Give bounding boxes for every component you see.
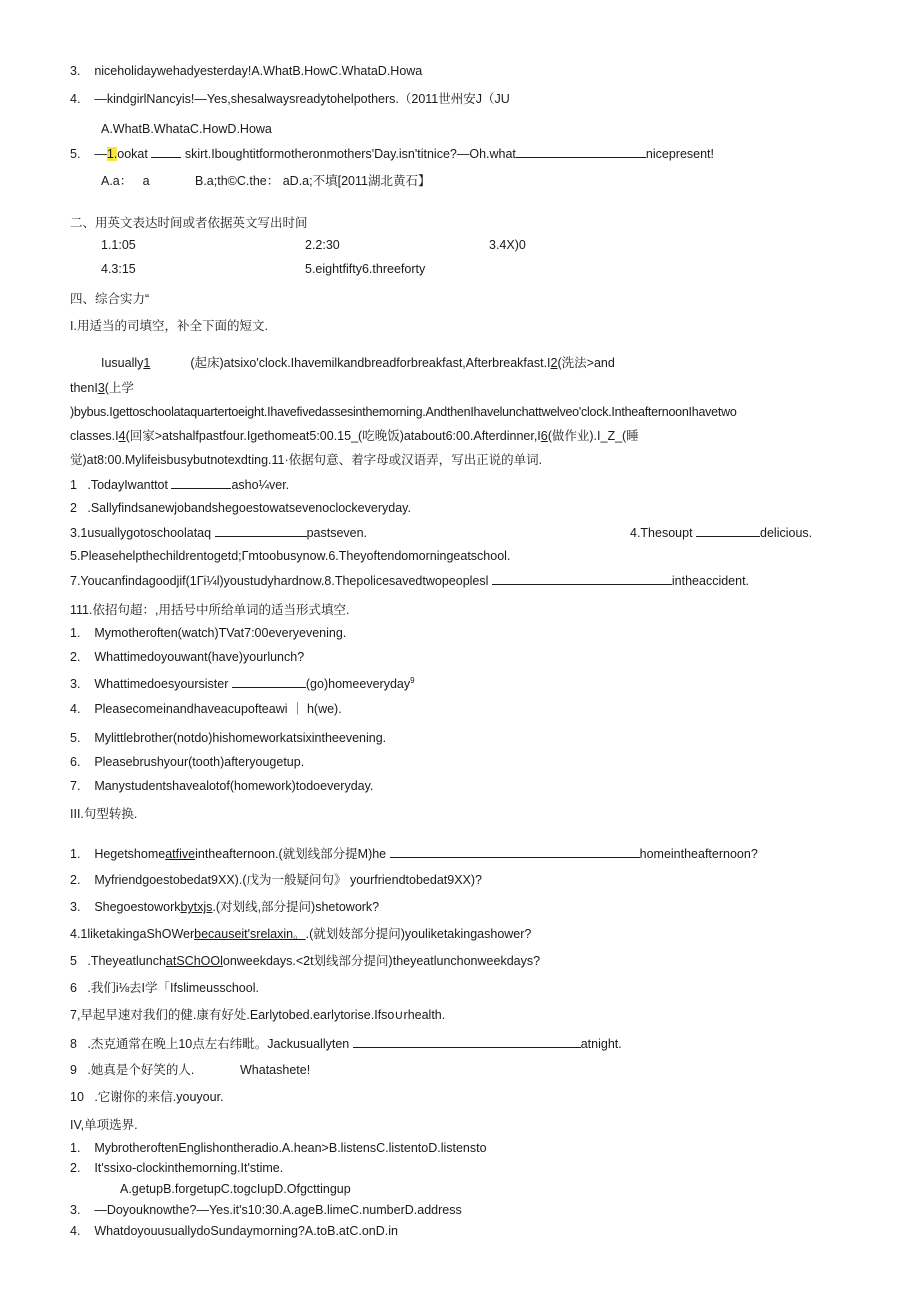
item-text: (go)homeeveryday [305, 677, 411, 692]
answer-blank[interactable] [696, 524, 760, 537]
underlined-phrase: becauseit'srelaxin。 [194, 927, 306, 941]
passage-text: (洗法>and [557, 356, 615, 370]
passage-text: (起床)atsixo'clock.Ihavemilkandbreadforbreakfast,Afterbreakfast.I [190, 356, 551, 370]
answer-blank[interactable] [353, 1035, 581, 1048]
item-line: 4. WhatdoyouusuallydoSundaymorning?A.toB.atC.onD.in [70, 1224, 398, 1238]
item-line: 7,早起早速对我们的健.康有好处.Earlytobed.earlytorise.Ifso∪rhealth. [70, 1008, 446, 1022]
item-text: 1 .TodayIwanttot [70, 478, 168, 492]
answer-blank[interactable] [516, 145, 646, 158]
item-text: homeintheafternoon? [639, 847, 758, 861]
answer-blank[interactable] [151, 145, 181, 158]
item-text: intheafternoon.(就划线部分提M)he [195, 847, 387, 861]
section-heading: I.用适当的司填空，补全下面的短文. [70, 319, 268, 333]
passage-text: Iusually [101, 356, 144, 370]
item-text: pastseven. [306, 526, 368, 540]
section-heading: 二、用英文表达时间或者依据英文写出时间 [70, 216, 308, 230]
answer-blank[interactable] [492, 572, 672, 585]
item-text: onweekdays.<2t划线部分提问)theyeatlunchonweekdays? [222, 954, 541, 968]
q4-text: 4. —kindgirlNancyis!—Yes,shesalwaysreadytohelpothers.（2011世州安J（JU [70, 92, 510, 106]
item-text: .(就划妓部分提问)youliketakingashower? [305, 927, 532, 941]
item-text: asho¼ver. [231, 478, 290, 492]
item-text: 5 .Theyeatlunch [70, 954, 166, 968]
item-line [70, 926, 531, 942]
item-line: 2. It'ssixo-clockinthemorning.It'stime. [70, 1161, 284, 1175]
blank-number: 3 [97, 381, 105, 395]
item-line: Whatashete! [240, 1063, 311, 1077]
item-line [70, 1035, 622, 1052]
item-line: 9 .她真是个好笑的人. [70, 1063, 195, 1077]
item-text: .(对划线,部分提问)shetowork? [212, 900, 380, 914]
item-line: 4. Pleasecomeinandhaveacupofteawi ｜ h(we). [70, 702, 342, 716]
passage-text: (回家>atshalfpastfour.Igethomeat5:00.15_(吃晚饭)atabout6:00.Afterdinner,I [125, 429, 541, 443]
item-options: A.getupB.forgetupC.togcIupD.Ofgcttingup [120, 1182, 351, 1196]
time-item: 2.2:30 [305, 238, 340, 252]
passage-text: (上学 [104, 381, 134, 395]
item-text: 4.Thesoupt [630, 526, 693, 540]
passage-text: (做作业).I_Z_(睡 [547, 429, 639, 443]
underlined-phrase: atSChOOl [165, 954, 223, 968]
passage-text: thenI [70, 381, 98, 395]
item-line [630, 524, 812, 541]
section-heading: 111.依招句超：,用括号中所给单词的适当形式填空. [70, 603, 350, 617]
item-line: 3. —Doyouknowthe?—Yes.it's10:30.A.ageB.limeC.numberD.address [70, 1203, 462, 1217]
item-line [70, 476, 289, 493]
blank-number: 4 [118, 429, 126, 443]
item-text: 3. Whattimedoesyoursister [70, 677, 229, 692]
item-line: 2 .Sallyfindsanewjobandshegoestowatsevenoclockeveryday. [70, 501, 411, 515]
item-line: 1. MybrotheroftenEnglishontheradio.A.hean>B.listensC.listentoD.listensto [70, 1141, 487, 1155]
item-line [70, 572, 749, 589]
blank-number: 6 [540, 429, 548, 443]
passage-line [70, 380, 134, 396]
time-item: 4.3:15 [101, 262, 136, 276]
item-line [70, 953, 540, 969]
q5-part: skirt.Iboughtitformotheronmothers'Day.isn'titnice?—Oh.what [184, 147, 516, 161]
answer-blank[interactable] [215, 524, 307, 537]
blank-number: 1 [143, 356, 151, 370]
passage-text: classes.I [70, 429, 119, 443]
item-line [70, 899, 379, 915]
item-text: intheaccident. [671, 574, 750, 588]
blank-number: 2 [550, 356, 558, 370]
q5-option-a: A.a： a [101, 174, 150, 188]
item-line: 6 .我们i⅛去I学「Ifslimeusschool. [70, 981, 259, 995]
item-text: 9 [410, 676, 415, 685]
item-text: 3.1usuallygotoschoolataq [70, 526, 212, 540]
time-item: 5.eightfifty6.threeforty [305, 262, 426, 276]
item-text: 3. Shegoestowork [70, 900, 181, 914]
item-line: 7. Manystudentshavealotof(homework)todoeveryday. [70, 779, 374, 793]
q5-text [70, 145, 714, 162]
q5-part: nicepresent! [645, 147, 715, 161]
item-line: 1. Mymotheroften(watch)TVat7:00everyevening. [70, 626, 347, 640]
passage-line [70, 428, 639, 444]
q3-text: 3. niceholidaywehadyesterday!A.WhatB.HowC.WhataD.Howa [70, 64, 423, 78]
item-text: atnight. [580, 1037, 622, 1051]
answer-blank[interactable] [232, 675, 306, 688]
highlight-mark: 1. [106, 147, 118, 161]
underlined-phrase: bytxjs [180, 900, 213, 914]
q5-options: B.a;th©C.the： aD.a;不填[2011湖北黄石】 [195, 174, 431, 188]
section-heading: IV,单项选界. [70, 1118, 138, 1132]
item-line: 5. Mylittlebrother(notdo)hishomeworkatsixintheevening. [70, 731, 387, 745]
section-heading: III.句型转换. [70, 807, 138, 821]
item-text: 4.1liketakingaShOWer [70, 927, 195, 941]
item-line: 2. Whattimedoyouwant(have)yourlunch? [70, 650, 305, 664]
item-line [70, 845, 758, 862]
item-line [70, 524, 367, 541]
time-item: 3.4X)0 [489, 238, 526, 252]
q5-number: 5. — [70, 147, 107, 161]
answer-blank[interactable] [171, 476, 231, 489]
item-line: 6. Pleasebrushyour(tooth)afteryougetup. [70, 755, 305, 769]
q4-options: A.WhatB.WhataC.HowD.Howa [101, 122, 272, 136]
underlined-phrase: atfive [165, 847, 196, 861]
item-line [70, 673, 415, 692]
answer-blank[interactable] [390, 845, 640, 858]
item-line: 2. Myfriendgoestobedat9XX).(戊为一般疑问句》 yourfriendtobedat9XX)? [70, 873, 482, 887]
passage-line: )bybus.Igettoschoolataquartertoeight.Ihavefivedassesinthemorning.AndthenIhavelunchattwelveo'clock.IntheafternoonIhavetwo [70, 405, 737, 419]
item-text: delicious. [760, 526, 813, 540]
item-line: 5.Pleasehelpthechildrentogetd;Гmtoobusynow.6.Theyoftendomorningeatschool. [70, 549, 511, 563]
item-line: 10 .它谢你的来信.youyour. [70, 1090, 224, 1104]
q5-part: ookat [117, 147, 148, 161]
item-text: 8 .杰克通常在晚上10点左右纬毗。Jackusuallyten [70, 1037, 350, 1051]
section-heading: 四、综合实力“ [70, 292, 150, 306]
passage-line [101, 355, 615, 371]
passage-line: 觉)at8:00.Mylifeisbusybutnotexdting.11·依据句意、着字母或汉语弄，写出正说的单词. [70, 453, 543, 467]
item-text: 7.Youcanfindagoodjif(1Гi¼l)youstudyhardnow.8.Thepolicesavedtwopeoplesl [70, 574, 489, 588]
time-item: 1.1:05 [101, 238, 136, 252]
item-text: 1. Hegetshome [70, 847, 166, 861]
